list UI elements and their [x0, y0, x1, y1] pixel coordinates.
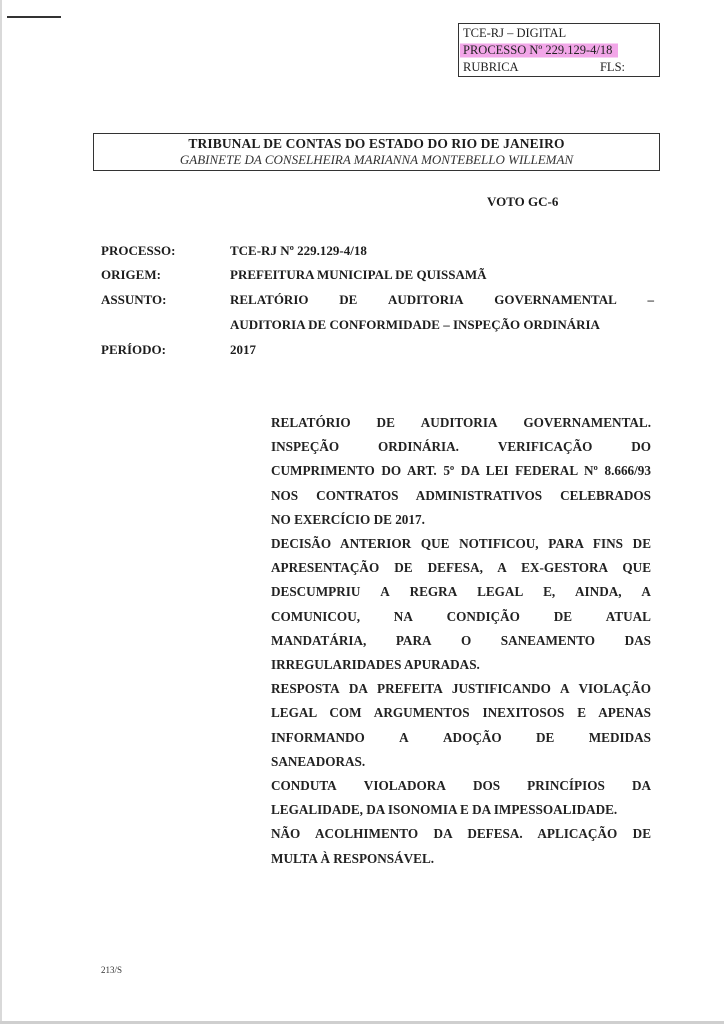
- processo-label: PROCESSO:: [101, 243, 176, 258]
- stamp-line-1: TCE-RJ – DIGITAL: [463, 26, 567, 40]
- summary-line: CUMPRIMENTO DO ART. 5º DA LEI FEDERAL Nº 8.666/93: [271, 463, 651, 479]
- court-title: TRIBUNAL DE CONTAS DO ESTADO DO RIO DE JANEIRO: [188, 136, 565, 151]
- protocol-stamp: [458, 23, 660, 77]
- summary-line: MANDATÁRIA, PARA O SANEAMENTO DAS: [271, 632, 651, 648]
- scan-edge: [0, 0, 2, 1024]
- summary-line: APRESENTAÇÃO DE DEFESA, A EX-GESTORA QUE: [271, 560, 651, 576]
- summary-line: LEGAL COM ARGUMENTOS INEXITOSOS E APENAS: [271, 705, 651, 721]
- summary-line: RELATÓRIO DE AUDITORIA GOVERNAMENTAL.: [271, 415, 651, 430]
- summary-line: MULTA À RESPONSÁVEL.: [271, 850, 435, 866]
- summary-line: NOS CONTRATOS ADMINISTRATIVOS CELEBRADOS: [271, 487, 651, 503]
- summary-line: DESCUMPRIU A REGRA LEGAL E, AINDA, A: [271, 584, 651, 600]
- header-box: [93, 133, 660, 171]
- periodo-label: PERÍODO:: [101, 342, 166, 357]
- summary-line: LEGALIDADE, DA ISONOMIA E DA IMPESSOALIDADE.: [271, 802, 618, 818]
- summary-line: SANEADORAS.: [271, 753, 366, 769]
- summary-line: INFORMANDO A ADOÇÃO DE MEDIDAS: [271, 729, 651, 745]
- cabinet-subtitle: GABINETE DA CONSELHEIRA MARIANNA MONTEBELLO WILLEMAN: [179, 152, 574, 167]
- summary-line: COMUNICOU, NA CONDIÇÃO DE ATUAL: [271, 608, 651, 624]
- summary-line: CONDUTA VIOLADORA DOS PRINCÍPIOS DA: [271, 778, 651, 794]
- corner-mark: [7, 16, 61, 18]
- vote-number: VOTO GC-6: [487, 194, 559, 209]
- case-summary: [271, 411, 651, 871]
- processo-value: TCE-RJ Nº 229.129-4/18: [230, 243, 367, 258]
- assunto-label: ASSUNTO:: [101, 292, 167, 307]
- origem-label: ORIGEM:: [101, 267, 161, 282]
- stamp-line-2: [463, 42, 655, 59]
- rubrica-label: RUBRICA: [463, 60, 519, 74]
- summary-line: INSPEÇÃO ORDINÁRIA. VERIFICAÇÃO DO: [271, 439, 651, 455]
- assunto-value-line-1: RELATÓRIO DE AUDITORIA GOVERNAMENTAL –: [230, 292, 654, 307]
- page-code: 213/S: [101, 965, 123, 975]
- periodo-value: 2017: [230, 342, 256, 357]
- process-number-highlight: PROCESSO Nº 229.129-4/18: [460, 42, 618, 59]
- summary-line: IRREGULARIDADES APURADAS.: [271, 657, 480, 673]
- origem-value: PREFEITURA MUNICIPAL DE QUISSAMÃ: [230, 267, 487, 282]
- assunto-value-line-2: AUDITORIA DE CONFORMIDADE – INSPEÇÃO ORDINÁRIA: [230, 317, 600, 332]
- summary-line: NO EXERCÍCIO DE 2017.: [271, 511, 425, 527]
- summary-line: RESPOSTA DA PREFEITA JUSTIFICANDO A VIOLAÇÃO: [271, 681, 651, 697]
- summary-line: NÃO ACOLHIMENTO DA DEFESA. APLICAÇÃO DE: [271, 826, 651, 842]
- fls-label: FLS:: [599, 60, 625, 74]
- stamp-line-3: [463, 59, 655, 76]
- summary-line: DECISÃO ANTERIOR QUE NOTIFICOU, PARA FINS DE: [271, 536, 651, 552]
